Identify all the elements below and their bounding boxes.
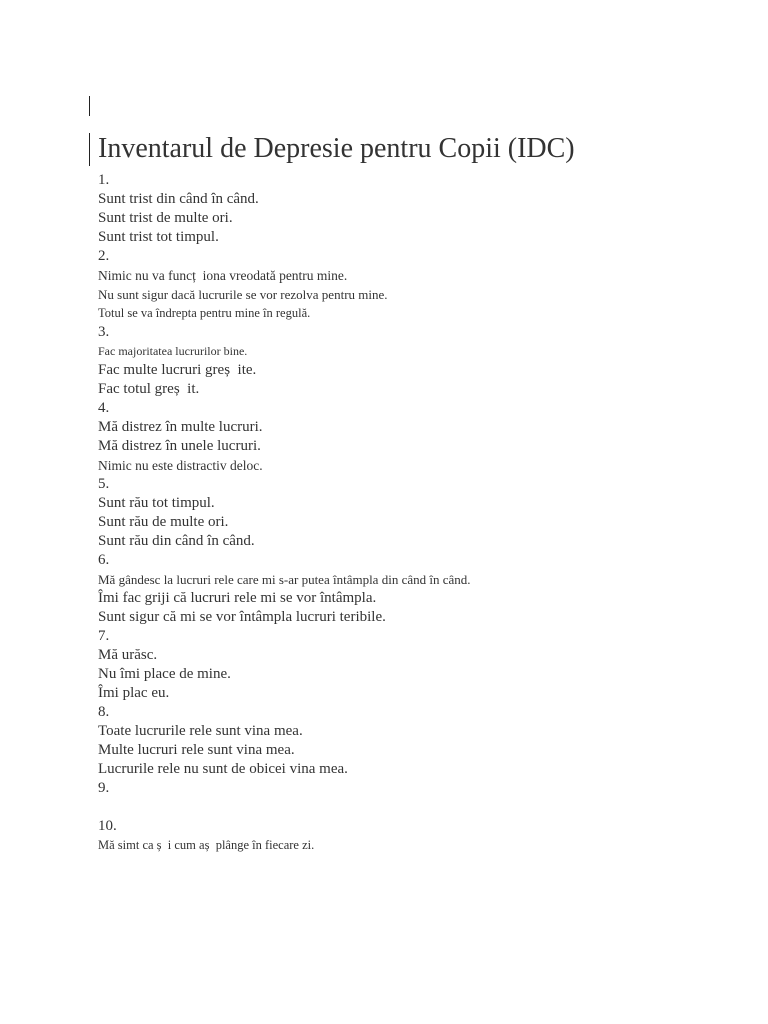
answer-option: Fac totul greș it. bbox=[98, 380, 200, 397]
question-item-8 bbox=[98, 703, 738, 779]
question-item-6 bbox=[98, 551, 738, 627]
answer-option: Totul se va îndrepta pentru mine în regulă. bbox=[98, 305, 311, 320]
answer-option: Nu sunt sigur dacă lucrurile se vor rezolva pentru mine. bbox=[98, 286, 388, 302]
document-body bbox=[98, 171, 738, 856]
document-title: Inventarul de Depresie pentru Copii (IDC) bbox=[98, 133, 575, 164]
answer-option: Nimic nu este distractiv deloc. bbox=[98, 457, 263, 473]
item-number: 1. bbox=[98, 171, 110, 188]
answer-option: Fac multe lucruri greș ite. bbox=[98, 361, 257, 378]
blank-line bbox=[98, 798, 738, 817]
answer-option: Toate lucrurile rele sunt vina mea. bbox=[98, 722, 303, 739]
answer-option: Mă urăsc. bbox=[98, 646, 158, 663]
answer-option: Mă distrez în unele lucruri. bbox=[98, 437, 261, 454]
answer-option: Fac majoritatea lucrurilor bine. bbox=[98, 343, 248, 358]
item-number: 6. bbox=[98, 551, 110, 568]
question-item-9 bbox=[98, 779, 738, 817]
question-item-5 bbox=[98, 475, 738, 551]
answer-option: Sunt sigur că mi se vor întâmpla lucruri teribile. bbox=[98, 608, 386, 625]
answer-option: Mă distrez în multe lucruri. bbox=[98, 418, 263, 435]
answer-option: Mă gândesc la lucruri rele care mi s-ar putea întâmpla din când în când. bbox=[98, 571, 471, 587]
answer-option: Multe lucruri rele sunt vina mea. bbox=[98, 741, 295, 758]
question-item-4 bbox=[98, 399, 738, 475]
question-item-7 bbox=[98, 627, 738, 703]
answer-option: Lucrurile rele nu sunt de obicei vina mea. bbox=[98, 760, 348, 777]
item-number: 4. bbox=[98, 399, 110, 416]
answer-option: Mă simt ca ș i cum aș plânge în fiecare zi. bbox=[98, 838, 315, 853]
answer-option: Sunt rău de multe ori. bbox=[98, 513, 229, 530]
question-item-1 bbox=[98, 171, 738, 247]
question-item-2 bbox=[98, 247, 738, 323]
answer-option: Sunt trist tot timpul. bbox=[98, 228, 219, 245]
answer-option: Nu îmi place de mine. bbox=[98, 665, 231, 682]
item-number: 7. bbox=[98, 627, 110, 644]
answer-option: Sunt rău tot timpul. bbox=[98, 494, 215, 511]
item-number: 10. bbox=[98, 818, 117, 835]
answer-option: Sunt trist de multe ori. bbox=[98, 209, 233, 226]
answer-option: Îmi plac eu. bbox=[98, 684, 170, 701]
question-item-10 bbox=[98, 817, 738, 855]
question-item-3 bbox=[98, 323, 738, 399]
answer-option: Nimic nu va funcț iona vreodată pentru mine. bbox=[98, 267, 348, 283]
answer-option: Îmi fac griji că lucruri rele mi se vor întâmpla. bbox=[98, 589, 377, 606]
item-number: 3. bbox=[98, 323, 110, 340]
item-number: 5. bbox=[98, 475, 110, 492]
text-cursor bbox=[89, 133, 90, 166]
item-number: 9. bbox=[98, 780, 110, 796]
item-number: 2. bbox=[98, 247, 110, 264]
answer-option: Sunt trist din când în când. bbox=[98, 190, 259, 207]
answer-option: Sunt rău din când în când. bbox=[98, 532, 255, 549]
text-cursor bbox=[89, 96, 90, 116]
item-number: 8. bbox=[98, 703, 110, 720]
